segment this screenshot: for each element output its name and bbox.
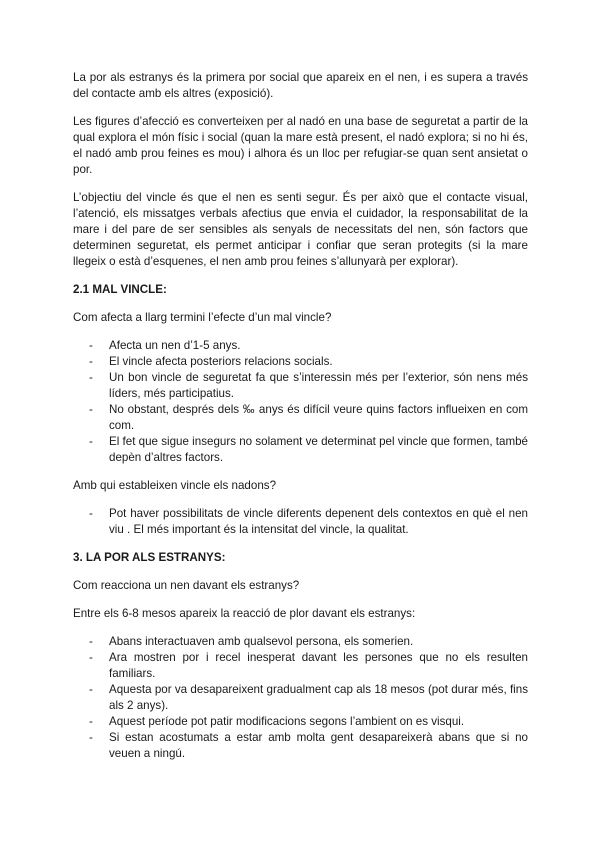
list-item-text: Un bon vincle de seguretat fa que s’interessin més per l’exterior, són nens més líders, més participatius. [109,371,528,400]
section-heading-por-estranys: 3. LA POR ALS ESTRANYS: [73,551,226,564]
list-item [73,506,528,538]
list-item [73,682,528,714]
document-page [73,70,528,774]
question-long-term-effect: Com afecta a llarg termini l’efecte d’un mal vincle? [73,311,332,324]
list-item-text: Pot haver possibilitats de vincle diferents depenent dels contextos en què el nen viu . El més important és la intensitat del vincle, la qualitat. [109,507,528,536]
list-item-text: El vincle afecta posteriors relacions socials. [109,355,333,368]
paragraph-intro: La por als estranys és la primera por social que apareix en el nen, i es supera a través del contacte amb els altres (exposició). [73,71,528,100]
bullet-marker: - [89,507,93,520]
bullet-marker: - [89,651,93,664]
bullet-marker: - [89,715,93,728]
bullet-marker: - [89,731,93,744]
list-item-text: No obstant, després dels ‰ anys és difícil veure quins factors influeixen en com com. [109,403,528,432]
bullet-marker: - [89,435,93,448]
list-item [73,354,528,370]
list-item [73,650,528,682]
bullet-marker: - [89,371,93,384]
list-item [73,338,528,354]
list-item [73,634,528,650]
list-item [73,714,528,730]
bullet-marker: - [89,339,93,352]
question-who-bonds: Amb qui estableixen vincle els nadons? [73,479,277,492]
list-item [73,402,528,434]
paragraph-bond-objective: L’objectiu del vincle és que el nen es senti segur. És per això que el contacte visual, l’atenció, els missatges verbals afectius que envia el cuidador, la responsabilitat de la mare i del pare de ser sensibles als senyals de necessitats del nen, són factors que determinen seguretat, els permet anticipar i confiar que seran protegits (si la mare llegeix o està d’esquenes, el nen amb prou feines s’allunyarà per explorar). [73,191,528,268]
list-item [73,434,528,466]
section-heading-mal-vincle: 2.1 MAL VINCLE: [73,283,167,296]
question-reaction-strangers: Com reacciona un nen davant els estranys? [73,579,300,592]
list-item-text: Si estan acostumats a estar amb molta gent desapareixerà abans que si no veuen a ningú. [109,731,528,760]
list-item-text: Abans interactuaven amb qualsevol persona, els somerien. [109,635,414,648]
bullet-list-stranger-fear [73,634,528,762]
list-item-text: El fet que sigue insegurs no solament ve determinat pel vincle que formen, també depèn d’altres factors. [109,435,528,464]
bullet-list-effects [73,338,528,466]
paragraph-reaction-intro: Entre els 6-8 mesos apareix la reacció de plor davant els estranys: [73,607,416,620]
list-item-text: Aquesta por va desapareixent gradualment cap als 18 mesos (pot durar més, fins als 2 anys). [109,683,528,712]
list-item-text: Afecta un nen d’1-5 anys. [109,339,241,352]
list-item-text: Ara mostren por i recel inesperat davant les persones que no els resulten familiars. [109,651,528,680]
list-item [73,370,528,402]
paragraph-attachment-figures: Les figures d’afecció es converteixen per al nadó en una base de seguretat a partir de la qual explora el món físic i social (quan la mare està present, el nadó explora; si no hi és, el nadó amb prou feines es mou) i alhora és un lloc per refugiar-se quan sent ansietat o por. [73,115,528,176]
bullet-marker: - [89,635,93,648]
bullet-marker: - [89,355,93,368]
list-item [73,730,528,762]
bullet-list-bond-possibilities [73,506,528,538]
bullet-marker: - [89,683,93,696]
list-item-text: Aquest període pot patir modificacions segons l’ambient on es visqui. [109,715,465,728]
bullet-marker: - [89,403,93,416]
